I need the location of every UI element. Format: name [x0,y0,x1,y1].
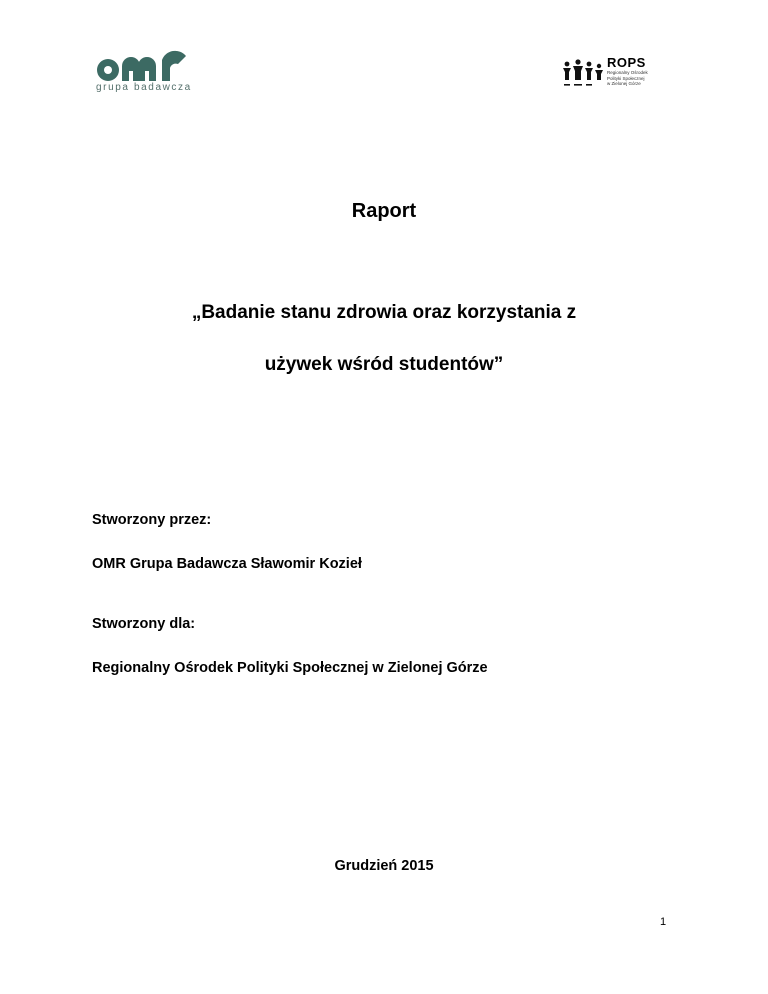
omr-logo [92,44,192,96]
omr-logo-tagline: grupa badawcza [96,82,192,93]
rops-logo-subtitle-2: Polityki Społecznej [607,75,645,81]
page-number: 1 [660,916,667,928]
document-title-line-2: używek wśród studentów” [264,354,504,375]
rops-figures-icon [562,58,604,88]
rops-logo-text [607,56,648,87]
created-by-value: OMR Grupa Badawcza Sławomir Kozieł [92,556,362,572]
created-by-label: Stworzony przez: [92,512,212,528]
created-for-value: Regionalny Ośrodek Polityki Społecznej w Zielonej Górze [92,660,488,676]
document-date: Grudzień 2015 [334,858,434,874]
document-title-line-1: „Badanie stanu zdrowia oraz korzystania z [191,302,577,323]
rops-logo-subtitle-1: Regionalny Ośrodek [607,70,648,75]
omr-logo-mark [92,44,192,84]
document-heading: Raport [351,200,417,222]
rops-logo-subtitle-3: w Zielonej Górze [607,81,641,86]
rops-logo-name: ROPS [607,55,646,70]
rops-logo [562,56,672,96]
created-for-label: Stworzony dla: [92,616,196,632]
